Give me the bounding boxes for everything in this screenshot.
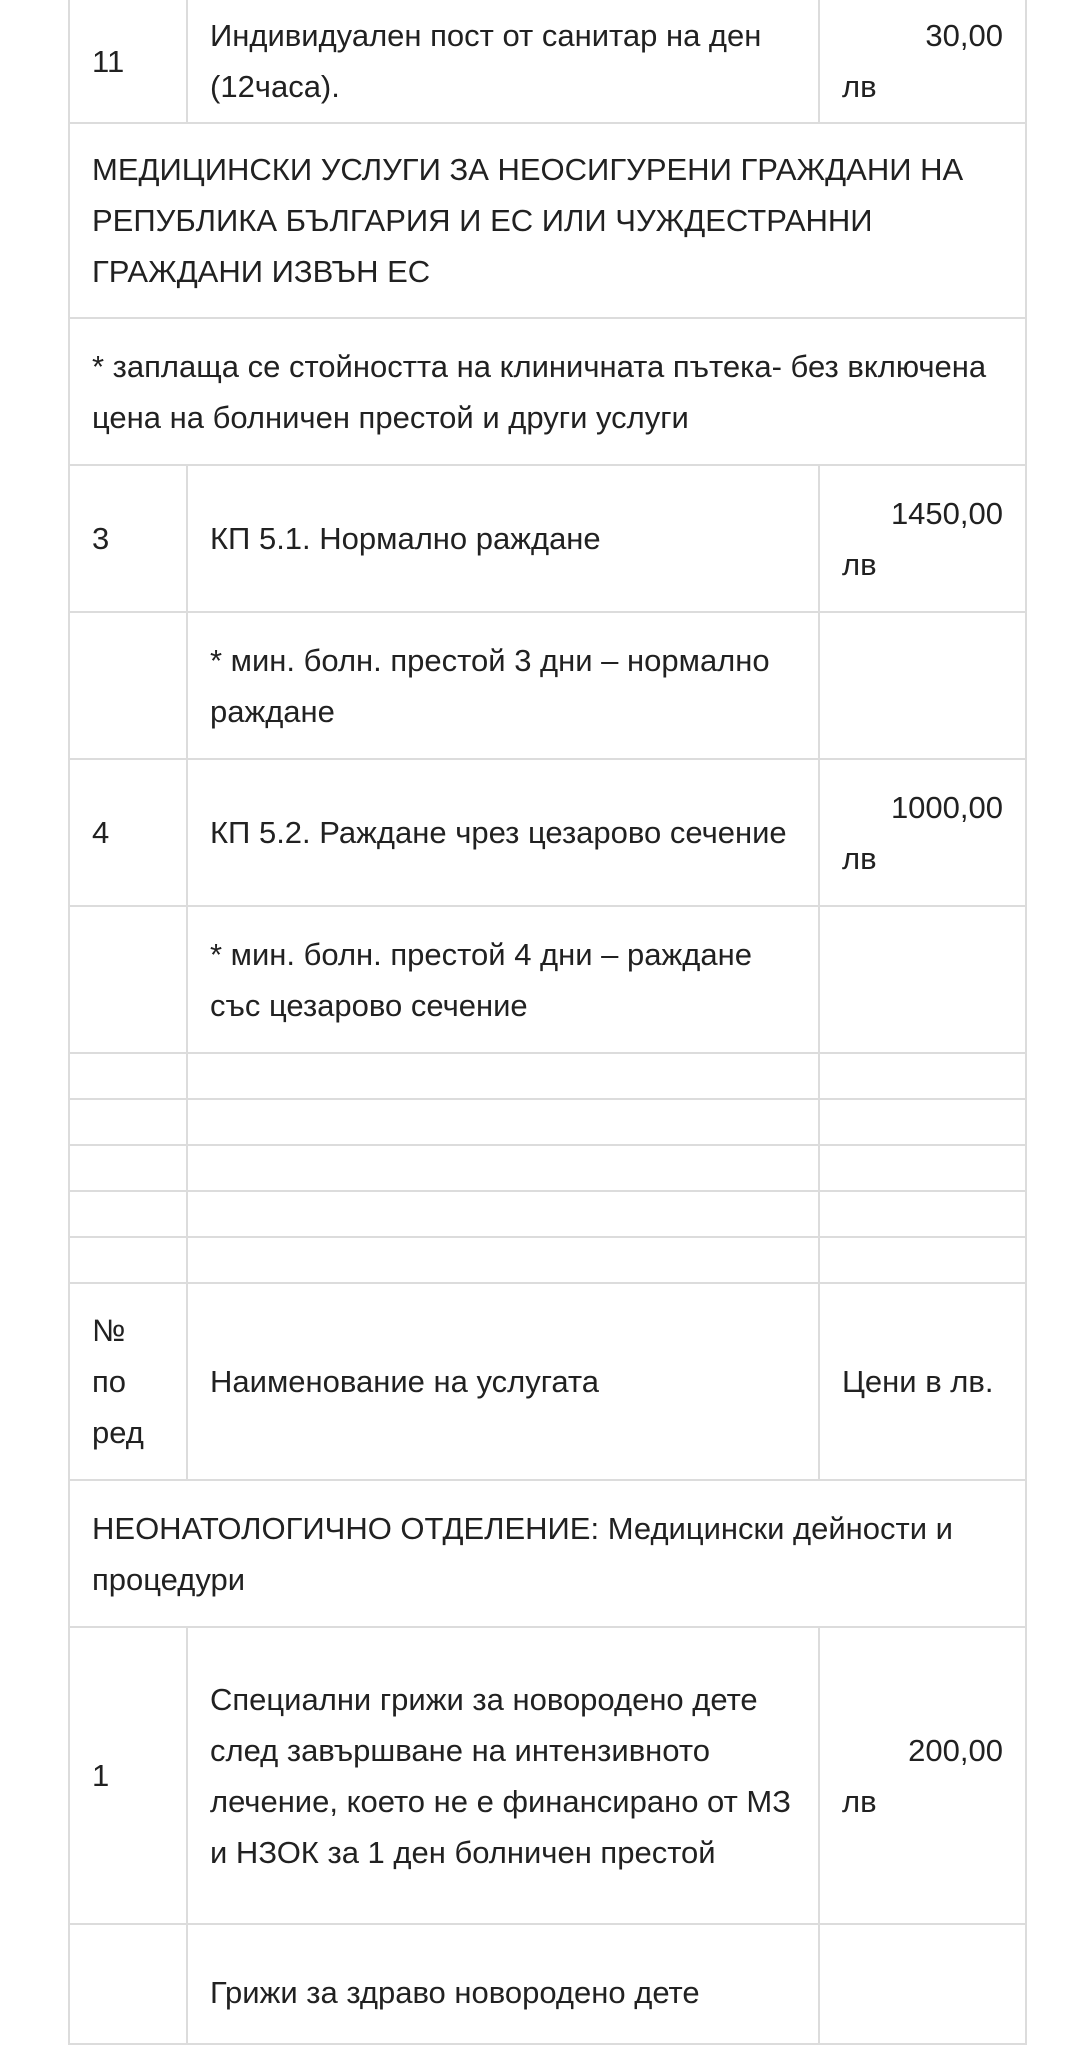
header-num-label: № bbox=[92, 1313, 126, 1348]
service-price bbox=[819, 1627, 1026, 1924]
service-name: КП 5.2. Раждане чрез цезарово сечение bbox=[187, 759, 819, 906]
header-num-label: по bbox=[92, 1364, 127, 1399]
empty-cell bbox=[819, 906, 1026, 1053]
table-row bbox=[69, 759, 1026, 906]
table-row bbox=[69, 1480, 1026, 1627]
service-name: Специални грижи за новородено дете след завършване на интензивното лечение, което не е финансирано от МЗ и НЗОК за 1 ден болничен престой bbox=[187, 1627, 819, 1924]
service-price bbox=[819, 759, 1026, 906]
empty-row bbox=[69, 1053, 1026, 1099]
price-unit: лв bbox=[842, 1783, 877, 1819]
table-row bbox=[69, 465, 1026, 612]
service-price bbox=[819, 1924, 1026, 2044]
table-row bbox=[69, 0, 1026, 123]
empty-cell bbox=[69, 906, 187, 1053]
price-unit: лв bbox=[842, 840, 877, 876]
row-number: 11 bbox=[69, 0, 187, 123]
service-name: Грижи за здраво новородено дете bbox=[187, 1924, 819, 2044]
service-name: Индивидуален пост от санитар на ден (12часа). bbox=[187, 0, 819, 123]
table-row bbox=[69, 612, 1026, 759]
table-row bbox=[69, 318, 1026, 465]
price-value: 1450,00 bbox=[890, 495, 1003, 531]
header-price: Цени в лв. bbox=[819, 1283, 1026, 1480]
service-name: КП 5.1. Нормално раждане bbox=[187, 465, 819, 612]
service-price bbox=[819, 0, 1026, 123]
section-heading: НЕОНАТОЛОГИЧНО ОТДЕЛЕНИЕ: Медицински дейности и процедури bbox=[69, 1480, 1026, 1627]
row-number: 3 bbox=[69, 465, 187, 612]
table-row bbox=[69, 906, 1026, 1053]
table-row bbox=[69, 123, 1026, 318]
row-number: 4 bbox=[69, 759, 187, 906]
header-name: Наименование на услугата bbox=[187, 1283, 819, 1480]
section-heading: МЕДИЦИНСКИ УСЛУГИ ЗА НЕОСИГУРЕНИ ГРАЖДАНИ НА РЕПУБЛИКА БЪЛГАРИЯ И ЕС ИЛИ ЧУЖДЕСТРАННИ ГРАЖДАНИ ИЗВЪН ЕС bbox=[69, 123, 1026, 318]
empty-cell bbox=[69, 612, 187, 759]
price-unit: лв bbox=[842, 69, 877, 104]
section-note: * заплаща се стойността на клиничната пътека- без включена цена на болничен престой и други услуги bbox=[69, 318, 1026, 465]
row-number: 1 bbox=[69, 1627, 187, 1924]
price-value: 1000,00 bbox=[890, 789, 1003, 825]
empty-row bbox=[69, 1099, 1026, 1145]
row-number bbox=[69, 1924, 187, 2044]
price-value: 200,00 bbox=[908, 1732, 1003, 1768]
empty-row bbox=[69, 1145, 1026, 1191]
service-note: * мин. болн. престой 3 дни – нормално раждане bbox=[187, 612, 819, 759]
table-row bbox=[69, 1924, 1026, 2044]
table-header-row bbox=[69, 1283, 1026, 1480]
price-value: 30,00 bbox=[925, 18, 1003, 53]
service-note: * мин. болн. престой 4 дни – раждане със цезарово сечение bbox=[187, 906, 819, 1053]
empty-cell bbox=[819, 612, 1026, 759]
empty-row bbox=[69, 1237, 1026, 1283]
service-price bbox=[819, 465, 1026, 612]
price-table bbox=[68, 0, 1027, 2045]
empty-row bbox=[69, 1191, 1026, 1237]
header-number bbox=[69, 1283, 187, 1480]
price-unit: лв bbox=[842, 546, 877, 582]
header-num-label: ред bbox=[92, 1415, 144, 1450]
table-row bbox=[69, 1627, 1026, 1924]
